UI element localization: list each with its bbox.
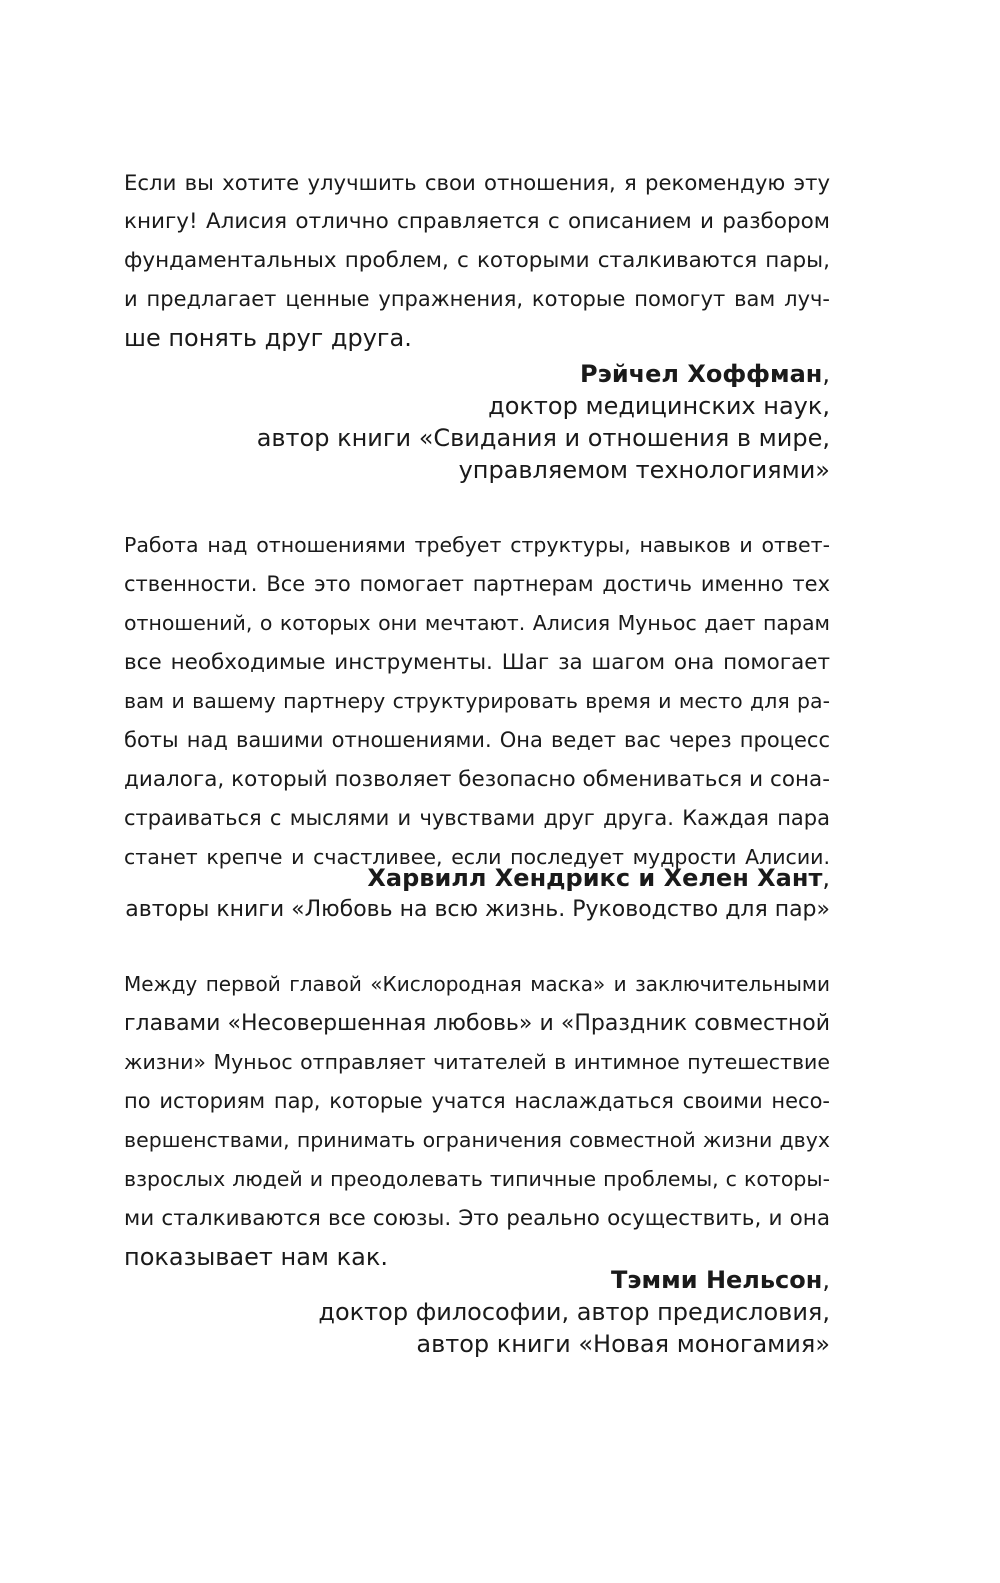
author-name: Тэмми Нельсон xyxy=(610,1266,823,1294)
author-line xyxy=(124,358,830,390)
testimonial-line: диалога, который позволяет безопасно обмениваться и сона- xyxy=(124,767,830,792)
testimonial-line: вершенствами, принимать ограничения совместной жизни двух xyxy=(124,1128,830,1152)
testimonial-line: ственности. Все это помогает партнерам достичь именно тех xyxy=(124,572,830,596)
testimonial-line: главами «Несовершенная любовь» и «Праздник совместной xyxy=(124,1011,830,1036)
author-credit: доктор философии, автор предисловия, xyxy=(318,1298,830,1326)
testimonial-line: по историям пар, которые учатся наслаждаться своими несо- xyxy=(124,1089,830,1113)
testimonial-line: вам и вашему партнеру структурировать время и место для ра- xyxy=(124,689,830,713)
attribution-2 xyxy=(124,862,830,926)
testimonial-line: страиваться с мыслями и чувствами друг друга. Каждая пара xyxy=(124,806,830,830)
testimonial-3 xyxy=(124,965,830,1277)
author-comma: , xyxy=(822,1266,830,1294)
author-comma: , xyxy=(822,360,830,388)
testimonial-line: показывает нам как. xyxy=(124,1243,388,1271)
testimonial-line: фундаментальных проблем, с которыми сталкиваются пары, xyxy=(124,248,830,273)
author-credit: управляемом технологиями» xyxy=(458,456,830,484)
testimonial-line: все необходимые инструменты. Шаг за шагом она помогает xyxy=(124,650,830,675)
testimonial-line: станет крепче и счастливее, если последует мудрости Алисии. xyxy=(124,845,830,869)
author-credit: авторы книги «Любовь на всю жизнь. Руководство для пар» xyxy=(125,897,830,922)
testimonial-1 xyxy=(124,163,830,358)
author-credit: автор книги «Новая моногамия» xyxy=(416,1330,830,1358)
testimonial-line: Между первой главой «Кислородная маска» и заключительными xyxy=(124,972,830,996)
testimonial-line: отношений, о которых они мечтают. Алисия Муньос дает парам xyxy=(124,611,830,635)
testimonial-line: Если вы хотите улучшить свои отношения, я рекомендую эту xyxy=(124,170,830,195)
attribution-1 xyxy=(124,358,830,486)
testimonial-line: книгу! Алисия отлично справляется с описанием и разбором xyxy=(124,209,830,234)
testimonial-2 xyxy=(124,526,830,877)
author-line xyxy=(124,1264,830,1296)
author-credit: автор книги «Свидания и отношения в мире, xyxy=(256,424,830,452)
testimonial-line: жизни» Муньос отправляет читателей в интимное путешествие xyxy=(124,1050,830,1074)
testimonial-line: взрослых людей и преодолевать типичные проблемы, с которы- xyxy=(124,1167,830,1191)
testimonial-line: и предлагает ценные упражнения, которые помогут вам луч- xyxy=(124,287,830,311)
author-line xyxy=(124,862,830,894)
author-name: Рэйчел Хоффман xyxy=(580,360,823,388)
author-comma: , xyxy=(822,864,830,892)
testimonial-line: ше понять друг друга. xyxy=(124,324,412,352)
author-credit: доктор медицинских наук, xyxy=(488,392,830,420)
testimonial-line: ми сталкиваются все союзы. Это реально осуществить, и она xyxy=(124,1206,830,1231)
author-name: Харвилл Хендрикс и Хелен Хант xyxy=(367,864,823,892)
testimonial-line: боты над вашими отношениями. Она ведет вас через процесс xyxy=(124,728,830,752)
attribution-3 xyxy=(124,1264,830,1360)
testimonial-line: Работа над отношениями требует структуры, навыков и ответ- xyxy=(124,533,830,557)
